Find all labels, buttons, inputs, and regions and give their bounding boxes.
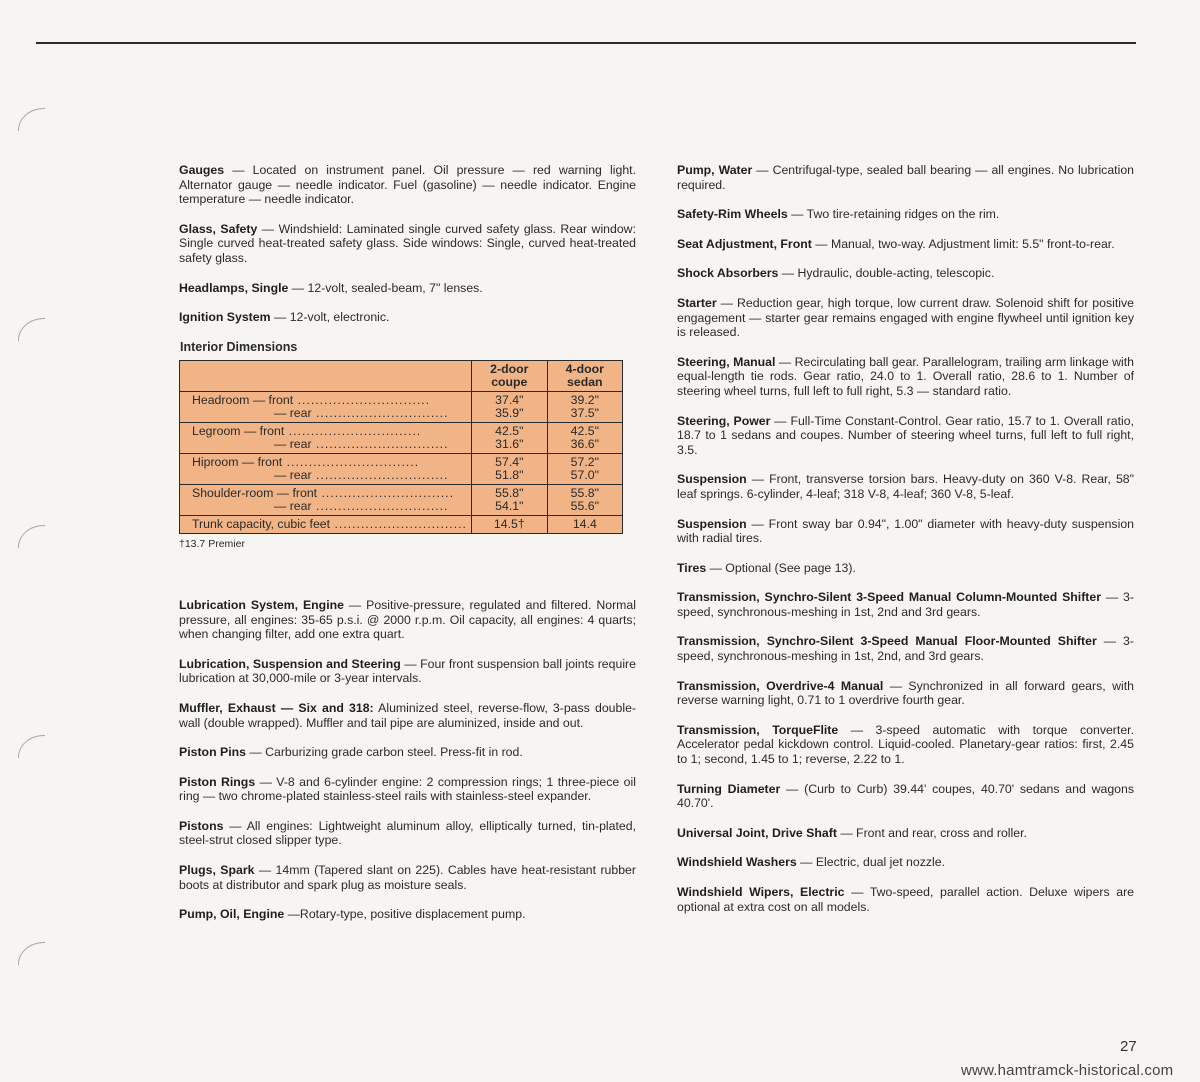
coupe-value-cell [471, 454, 547, 485]
interior-dimensions-section [179, 340, 636, 552]
spec-entry [179, 657, 636, 686]
spec-term: Starter [677, 295, 717, 310]
spec-description: — Four front suspension ball joints require lubrication at 30,000-mile or 3-year intervals. [179, 656, 636, 686]
row-sublabel-text: — rear [274, 469, 312, 483]
spec-term: Transmission, Synchro-Silent 3-Speed Manual Column-Mounted Shifter [677, 590, 1102, 605]
spec-entry [677, 826, 1134, 841]
spec-entry [179, 745, 636, 760]
spec-entry [677, 590, 1134, 619]
table-row [180, 516, 623, 534]
spec-entry [677, 885, 1134, 914]
row-label [192, 456, 467, 469]
spec-entry [677, 561, 1134, 576]
spec-entry [179, 163, 636, 207]
spec-entry [677, 472, 1134, 501]
spec-description: — Front sway bar 0.94", 1.00" diameter with heavy-duty suspension with radial tires. [677, 516, 1134, 546]
sedan-value: 37.5" [570, 407, 599, 421]
spec-entry [179, 701, 636, 730]
spec-term: Gauges [179, 163, 225, 177]
coupe-value: 55.8" [495, 487, 524, 501]
table-footnote: †13.7 Premier [179, 538, 245, 551]
coupe-header: 2-door coupe [471, 361, 547, 392]
spec-term: Transmission, Overdrive-4 Manual [677, 678, 884, 693]
blank-header-cell [180, 361, 472, 392]
right-column [677, 163, 1134, 929]
spec-entry [677, 855, 1134, 870]
leader-dots: .............................. [311, 500, 449, 514]
row-label-text: Legroom — front [192, 425, 285, 439]
spec-entry [179, 310, 636, 325]
row-label-text: Trunk capacity, cubic feet [192, 518, 331, 532]
spec-entry [179, 907, 636, 922]
binder-hole-mark [18, 108, 45, 131]
spec-entry [677, 355, 1134, 399]
row-sublabel-text: — rear [274, 407, 312, 421]
spec-entry [677, 163, 1134, 192]
row-label-cell [180, 516, 472, 534]
sedan-value: 57.2" [570, 456, 599, 470]
sedan-value: 55.6" [570, 500, 599, 514]
spec-term: Windshield Washers [677, 855, 797, 870]
table-header-row [180, 361, 623, 392]
spec-term: Suspension [677, 472, 747, 487]
leader-dots: .............................. [311, 469, 449, 483]
spec-term: Turning Diameter [677, 781, 781, 796]
spec-term: Universal Joint, Drive Shaft [677, 825, 837, 840]
spec-entry [179, 863, 636, 892]
row-label [192, 518, 467, 531]
row-label-text: Shoulder-room — front [192, 487, 318, 501]
spec-entry [677, 782, 1134, 811]
spec-entry [677, 207, 1134, 222]
leader-dots: .............................. [317, 487, 454, 501]
spec-entry [677, 634, 1134, 663]
spec-description: — Positive-pressure, regulated and filtered. Normal pressure, all engines: 35-65 p.s.i. @ 2000 r.p.m. Oil capacity, all engines: 4 quarts; when changing filter, add one extra quart. [179, 597, 636, 642]
section-spacer [179, 552, 636, 598]
spec-description: Aluminized steel, reverse-flow, 3-pass double-wall (double wrapped). Muffler and tail pipe are aluminized, inside and out. [179, 700, 637, 730]
row-label [192, 394, 467, 407]
spec-term: Lubrication System, Engine [179, 597, 344, 612]
row-label-cell [180, 392, 472, 423]
page-number: 27 [1120, 1038, 1137, 1055]
coupe-value: 14.5† [493, 518, 525, 532]
sedan-value-cell [547, 516, 622, 534]
spec-term: Transmission, TorqueFlite [677, 722, 839, 737]
sedan-value: 36.6" [570, 438, 599, 452]
left-top-entries [179, 163, 636, 325]
spec-description: — Front, transverse torsion bars. Heavy-duty on 360 V-8. Rear, 58" leaf springs. 6-cylinder, 4-leaf; 318 V-8, 4-leaf; 360 V-8, 5-leaf. [677, 472, 1134, 501]
binder-hole-mark [18, 525, 45, 548]
coupe-value-cell [471, 423, 547, 454]
coupe-value-cell [471, 516, 547, 534]
spec-term: Glass, Safety [179, 221, 258, 236]
table-row [180, 392, 623, 423]
spec-term: Windshield Wipers, Electric [677, 885, 845, 899]
row-label-cell [180, 423, 472, 454]
leader-dots: .............................. [293, 394, 431, 408]
leader-dots: .............................. [282, 456, 420, 470]
spec-term: Pump, Water [677, 163, 753, 177]
spec-description: — 3-speed, synchronous-meshing in 1st, 2nd, and 3rd gears. [677, 634, 1134, 664]
spec-description: — All engines: Lightweight aluminum alloy, elliptically turned, tin-plated, steel-strut closed slipper type. [179, 818, 636, 848]
spec-term: Safety-Rim Wheels [677, 207, 788, 222]
spec-description: — 14mm (Tapered slant on 225). Cables have heat-resistant rubber boots at distributor and spark plug as moisture seals. [179, 863, 636, 892]
spec-description: — Located on instrument panel. Oil pressure — red warning light. Alternator gauge — needle indicator. Fuel (gasoline) — needle indicator. Engine temperature — needle indicator. [179, 163, 636, 207]
spec-entry [677, 517, 1134, 546]
table-row [180, 423, 623, 454]
spec-term: Steering, Manual [677, 354, 776, 369]
spec-entry [677, 296, 1134, 340]
spec-description: — Two tire-retaining ridges on the rim. [787, 207, 1000, 222]
sedan-value: 42.5" [570, 425, 599, 439]
spec-entry [179, 775, 636, 804]
spec-description: — Centrifugal-type, sealed ball bearing — all engines. No lubrication required. [677, 163, 1134, 192]
row-sublabel [192, 438, 467, 451]
row-sublabel-text: — rear [274, 438, 312, 452]
spec-entry [677, 237, 1134, 252]
spec-description: — Reduction gear, high torque, low current draw. Solenoid shift for positive engagement — starter gear remains engaged with engine flywheel until ignition key is released. [677, 295, 1134, 340]
spec-description: — (Curb to Curb) 39.44' coupes, 40.70' sedans and wagons 40.70'. [677, 781, 1134, 811]
sedan-value: 14.4 [572, 518, 597, 532]
row-sublabel-text: — rear [274, 500, 312, 514]
spec-term: Piston Rings [179, 774, 256, 789]
spec-term: Suspension [677, 516, 747, 531]
row-label-text: Headroom — front [192, 394, 294, 408]
row-label-cell [180, 454, 472, 485]
table-title: Interior Dimensions [180, 339, 298, 354]
coupe-value: 31.6" [495, 438, 524, 452]
sedan-value: 39.2" [570, 394, 599, 408]
spec-term: Pistons [179, 818, 224, 833]
spec-term: Lubrication, Suspension and Steering [179, 656, 401, 671]
spec-entry [179, 222, 636, 266]
spec-description: — Full-Time Constant-Control. Gear ratio, 15.7 to 1. Overall ratio, 18.7 to 1 sedans and coupes. Number of steering wheel turns, full left to full right, 3.5. [677, 413, 1134, 457]
leader-dots: .............................. [284, 425, 422, 439]
spec-description: — Carburizing grade carbon steel. Press-fit in rod. [245, 745, 523, 760]
watermark: www.hamtramck-historical.com [961, 1062, 1174, 1079]
spec-description: — Manual, two-way. Adjustment limit: 5.5" front-to-rear. [811, 236, 1115, 251]
row-sublabel [192, 500, 467, 513]
leader-dots: .............................. [311, 438, 449, 452]
spec-entry [179, 819, 636, 848]
spec-description: — 12-volt, electronic. [270, 310, 390, 325]
spec-description: — Windshield: Laminated single curved safety glass. Rear window: Single curved heat-treated safety glass. Side windows: Single, curved heat-treated safety glass. [179, 221, 636, 265]
spec-description: — V-8 and 6-cylinder engine: 2 compression rings; 1 three-piece oil ring — two chrome-plated stainless-steel rails with stainless-steel expander. [179, 774, 636, 804]
spec-description: — Optional (See page 13). [706, 560, 856, 575]
sedan-value-cell [547, 454, 622, 485]
left-column [179, 163, 636, 937]
spec-entry [179, 598, 636, 642]
spec-term: Headlamps, Single [179, 280, 289, 295]
sedan-header: 4-door sedan [547, 361, 622, 392]
sedan-value-cell [547, 392, 622, 423]
sedan-value-cell [547, 423, 622, 454]
spec-term: Piston Pins [179, 745, 246, 760]
spec-term: Muffler, Exhaust — Six and 318: [179, 700, 374, 715]
row-label-cell [180, 485, 472, 516]
right-entries [677, 163, 1134, 914]
table-row [180, 454, 623, 485]
coupe-value-cell [471, 392, 547, 423]
coupe-value: 54.1" [495, 500, 524, 514]
spec-term: Transmission, Synchro-Silent 3-Speed Manual Floor-Mounted Shifter [677, 634, 1097, 649]
header-rule [36, 42, 1136, 44]
spec-description: — Two-speed, parallel action. Deluxe wipers are optional at extra cost on all models. [677, 885, 1134, 914]
coupe-value: 57.4" [495, 456, 524, 470]
spec-entry [677, 414, 1134, 458]
spec-description: — Front and rear, cross and roller. [836, 825, 1027, 840]
spec-term: Ignition System [179, 310, 271, 325]
row-label [192, 487, 467, 500]
binder-hole-mark [18, 942, 45, 965]
sedan-value-cell [547, 485, 622, 516]
spec-description: — Recirculating ball gear. Parallelogram, trailing arm linkage with equal-length tie rods. Gear ratio, 24.0 to 1. Overall ratio, 28.6 to 1. Number of steering wheel turns, full left to full right, 5.3 — standard ratio. [677, 354, 1134, 398]
leader-dots: .............................. [330, 518, 467, 532]
coupe-value: 37.4" [495, 394, 524, 408]
spec-term: Steering, Power [677, 413, 771, 428]
spec-term: Shock Absorbers [677, 266, 779, 281]
spec-term: Plugs, Spark [179, 863, 255, 878]
coupe-value: 35.9" [495, 407, 524, 421]
spec-description: — Electric, dual jet nozzle. [796, 855, 946, 870]
spec-entry [677, 723, 1134, 767]
spec-term: Tires [677, 560, 707, 575]
interior-dimensions-table [179, 360, 623, 534]
spec-description: — 3-speed, synchronous-meshing in 1st, 2nd and 3rd gears. [677, 590, 1134, 619]
spec-term: Pump, Oil, Engine [179, 907, 285, 922]
leader-dots: .............................. [311, 407, 449, 421]
spec-entry [677, 679, 1134, 708]
coupe-value: 51.8" [495, 469, 524, 483]
binder-hole-mark [18, 318, 45, 341]
spec-term: Seat Adjustment, Front [677, 236, 812, 251]
binder-hole-mark [18, 735, 45, 758]
table-row [180, 485, 623, 516]
spec-description: —Rotary-type, positive displacement pump. [284, 907, 526, 922]
row-label-text: Hiproom — front [192, 456, 283, 470]
left-bottom-entries [179, 598, 636, 922]
sedan-value: 57.0" [570, 469, 599, 483]
spec-description: — 12-volt, sealed-beam, 7" lenses. [288, 280, 483, 295]
coupe-value-cell [471, 485, 547, 516]
coupe-value: 42.5" [495, 425, 524, 439]
row-sublabel [192, 469, 467, 482]
spec-entry [677, 266, 1134, 281]
spec-description: — Synchronized in all forward gears, with reverse warning light, 0.71 to 1 overdrive fourth gear. [677, 678, 1134, 708]
spec-entry [179, 281, 636, 296]
spec-description: — 3-speed automatic with torque converter. Accelerator pedal kickdown control. Liquid-cooled. Planetary-gear ratios: first, 2.45 to 1; second, 1.45 to 1; reverse, 2.22 to 1. [677, 722, 1134, 767]
sedan-value: 55.8" [570, 487, 599, 501]
row-label [192, 425, 467, 438]
spec-description: — Hydraulic, double-acting, telescopic. [778, 266, 995, 281]
row-sublabel [192, 407, 467, 420]
